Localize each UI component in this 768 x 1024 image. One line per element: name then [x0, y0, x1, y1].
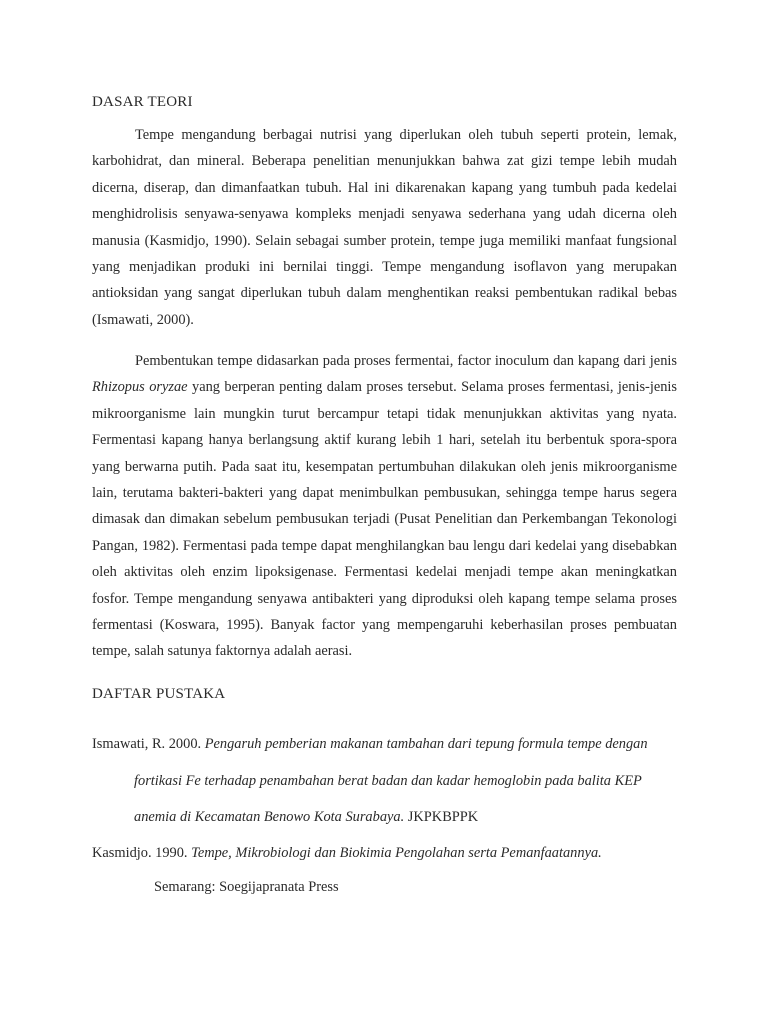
paragraph-2-text-end: yang berperan penting dalam proses tersebut. Selama proses fermentasi, jenis-jenis mikroorganisme lain mungkin turut bercampur tetapi tidak menunjukkan aktivitas yang nyata. Fermentasi kapang hanya berlangsung aktif kurang lebih 1 hari, setelah itu berbentuk spora-spora yang berwarna putih. Pada saat itu, kesempatan pertumbuhan dilakukan oleh jenis mikroorganisme lain, terutama bakteri-bakteri yang dapat menimbulkan pembusukan, sehingga tempe harus segera dimasak dan dimakan sebelum pembusukan terjadi (Pusat Penelitian dan Perkembangan Tekonologi Pangan, 1982). Fermentasi pada tempe dapat menghilangkan bau lengu dari kedelai yang disebabkan oleh aktivitas oleh enzim lipoksigenase. Fermentasi kedelai menjadi tempe akan meningkatkan fosfor. Tempe mengandung senyawa antibakteri yang diproduksi oleh kapang tempe selama proses fermentasi (Koswara, 1995). Banyak factor yang mempengaruhi keberhasilan proses pembuatan tempe, salah satunya faktornya adalah aerasi. — [92, 379, 678, 660]
section-heading-daftar-pustaka: DAFTAR PUSTAKA — [92, 686, 226, 702]
section-heading-dasar-teori: DASAR TEORI — [92, 94, 193, 110]
paragraph-2 — [92, 348, 677, 665]
reference-ismawati — [92, 726, 682, 836]
reference-author-year: Ismawati, R. 2000. — [92, 736, 205, 752]
reference-publisher: JKPKBPPK — [404, 809, 479, 825]
reference-kasmidjo — [92, 844, 682, 896]
reference-title: Tempe, Mikrobiologi dan Biokimia Pengolahan serta Pemanfaatannya. — [191, 845, 602, 861]
species-name: Rhizopus oryzae — [92, 379, 188, 396]
reference-author-year: Kasmidjo. 1990. — [92, 845, 192, 861]
paragraph-2-text-start: Pembentukan tempe didasarkan pada proses fermentai, factor inoculum dan kapang dari jenis — [135, 353, 677, 369]
paragraph-1-text: Tempe mengandung berbagai nutrisi yang diperlukan oleh tubuh seperti protein, lemak, karbohidrat, dan mineral. Beberapa penelitian menunjukkan bahwa zat gizi tempe lebih mudah dicerna, diserap, dan dimanfaatkan tubuh. Hal ini dikarenakan kapang yang tumbuh pada kedelai menghidrolisis senyawa-senyawa kompleks menjadi senyawa sederhana yang udah dicerna oleh manusia (Kasmidjo, 1990). Selain sebagai sumber protein, tempe juga memiliki manfaat fungsional yang menjadikan produki ini bernilai tinggi. Tempe mengandung isoflavon yang merupakan antioksidan yang sangat diperlukan tubuh dalam menghentikan reaksi pembentukan radikal bebas (Ismawati, 2000). — [92, 127, 677, 328]
reference-publisher: Semarang: Soegijapranata Press — [154, 879, 339, 895]
paragraph-1 — [92, 122, 677, 333]
reference-title: Pengaruh pemberian makanan tambahan dari tepung formula tempe dengan fortikasi Fe terhadap penambahan berat badan dan kadar hemoglobin pada balita KEP anemia di Kecamatan Benowo Kota Surabaya. — [134, 736, 648, 825]
